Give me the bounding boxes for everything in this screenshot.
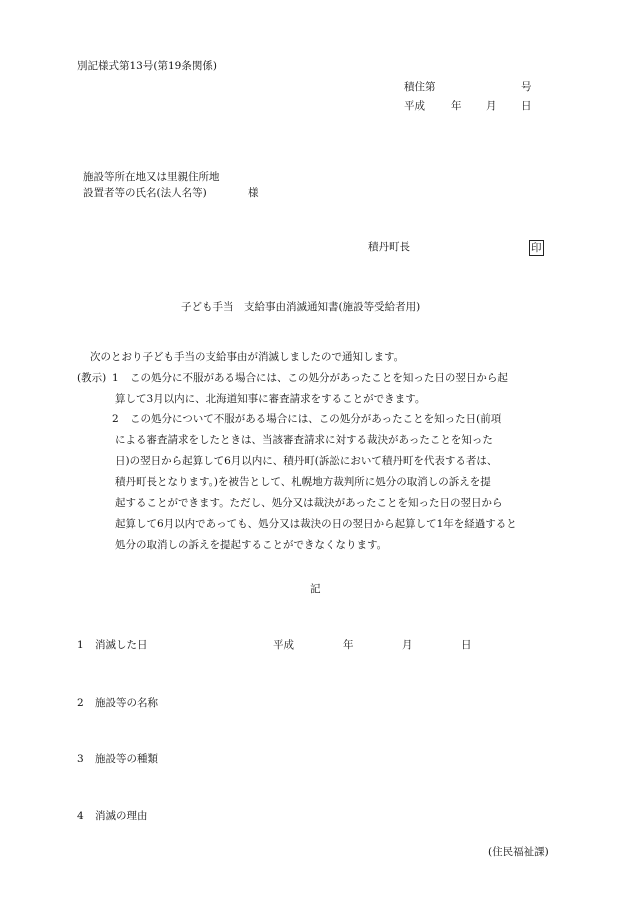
item-number: 3 xyxy=(77,753,84,765)
item-label-end-date: 消滅した日 xyxy=(95,639,148,651)
end-date-era: 平成 xyxy=(273,639,294,651)
notice-label: (教示) xyxy=(77,372,107,384)
item-number: 2 xyxy=(77,697,84,709)
doc-number-suffix: 号 xyxy=(521,81,532,93)
date-month: 月 xyxy=(486,100,497,112)
ki-heading: 記 xyxy=(310,583,321,595)
date-year: 年 xyxy=(451,100,462,112)
seal-label: 印 xyxy=(531,242,542,254)
notice-item2-number: 2 xyxy=(112,413,119,425)
item-label-reason: 消滅の理由 xyxy=(95,810,148,822)
notice-item2-line1: この処分について不服がある場合には、この処分があったことを知った日(前項 xyxy=(130,413,502,425)
notice-item2-line4: 積丹町長となります。)を被告として、札幌地方裁判所に処分の取消しの訴えを提 xyxy=(115,476,491,488)
form-header: 別記様式第13号(第19条関係) xyxy=(77,60,217,72)
addressee-honorific: 様 xyxy=(248,187,259,199)
notice-item1-line1: この処分に不服がある場合には、この処分があったことを知った日の翌日から起 xyxy=(130,372,508,384)
end-date-month: 月 xyxy=(402,639,413,651)
date-day: 日 xyxy=(521,100,532,112)
notice-item2-line6: 起算して6月以内であっても、処分又は裁決の日の翌日から起算して1年を経過すると xyxy=(115,518,517,530)
document-title: 子ども手当 支給事由消滅通知書(施設等受給者用) xyxy=(181,301,421,313)
date-era: 平成 xyxy=(404,100,425,112)
seal-mark xyxy=(529,240,544,256)
notice-item1-line2: 算して3月以内に、北海道知事に審査請求をすることができます。 xyxy=(115,393,426,405)
sender-title: 積丹町長 xyxy=(368,241,410,253)
addressee-address: 施設等所在地又は里親住所地 xyxy=(83,171,220,183)
notice-item2-line5: 起することができます。ただし、処分又は裁決があったことを知った日の翌日から xyxy=(115,497,503,509)
notice-item2-line3: 日)の翌日から起算して6月以内に、積丹町(訴訟において積丹町を代表する者は、 xyxy=(115,455,498,467)
doc-number-prefix: 積住第 xyxy=(404,81,436,93)
notice-item1-number: 1 xyxy=(112,372,119,384)
end-date-year: 年 xyxy=(343,639,354,651)
footer-department: (住民福祉課) xyxy=(488,846,549,858)
intro-text: 次のとおり子ども手当の支給事由が消滅しましたので通知します。 xyxy=(90,351,405,363)
item-label-facility-type: 施設等の種類 xyxy=(95,753,158,765)
item-number: 1 xyxy=(77,639,84,651)
notice-item2-line2: による審査請求をしたときは、当該審査請求に対する裁決があったことを知った xyxy=(115,434,493,446)
item-label-facility-name: 施設等の名称 xyxy=(95,697,158,709)
notice-item2-line7: 処分の取消しの訴えを提起することができなくなります。 xyxy=(115,539,388,551)
item-number: 4 xyxy=(77,810,84,822)
end-date-day: 日 xyxy=(461,639,472,651)
addressee-name: 設置者等の氏名(法人名等) xyxy=(83,187,207,199)
